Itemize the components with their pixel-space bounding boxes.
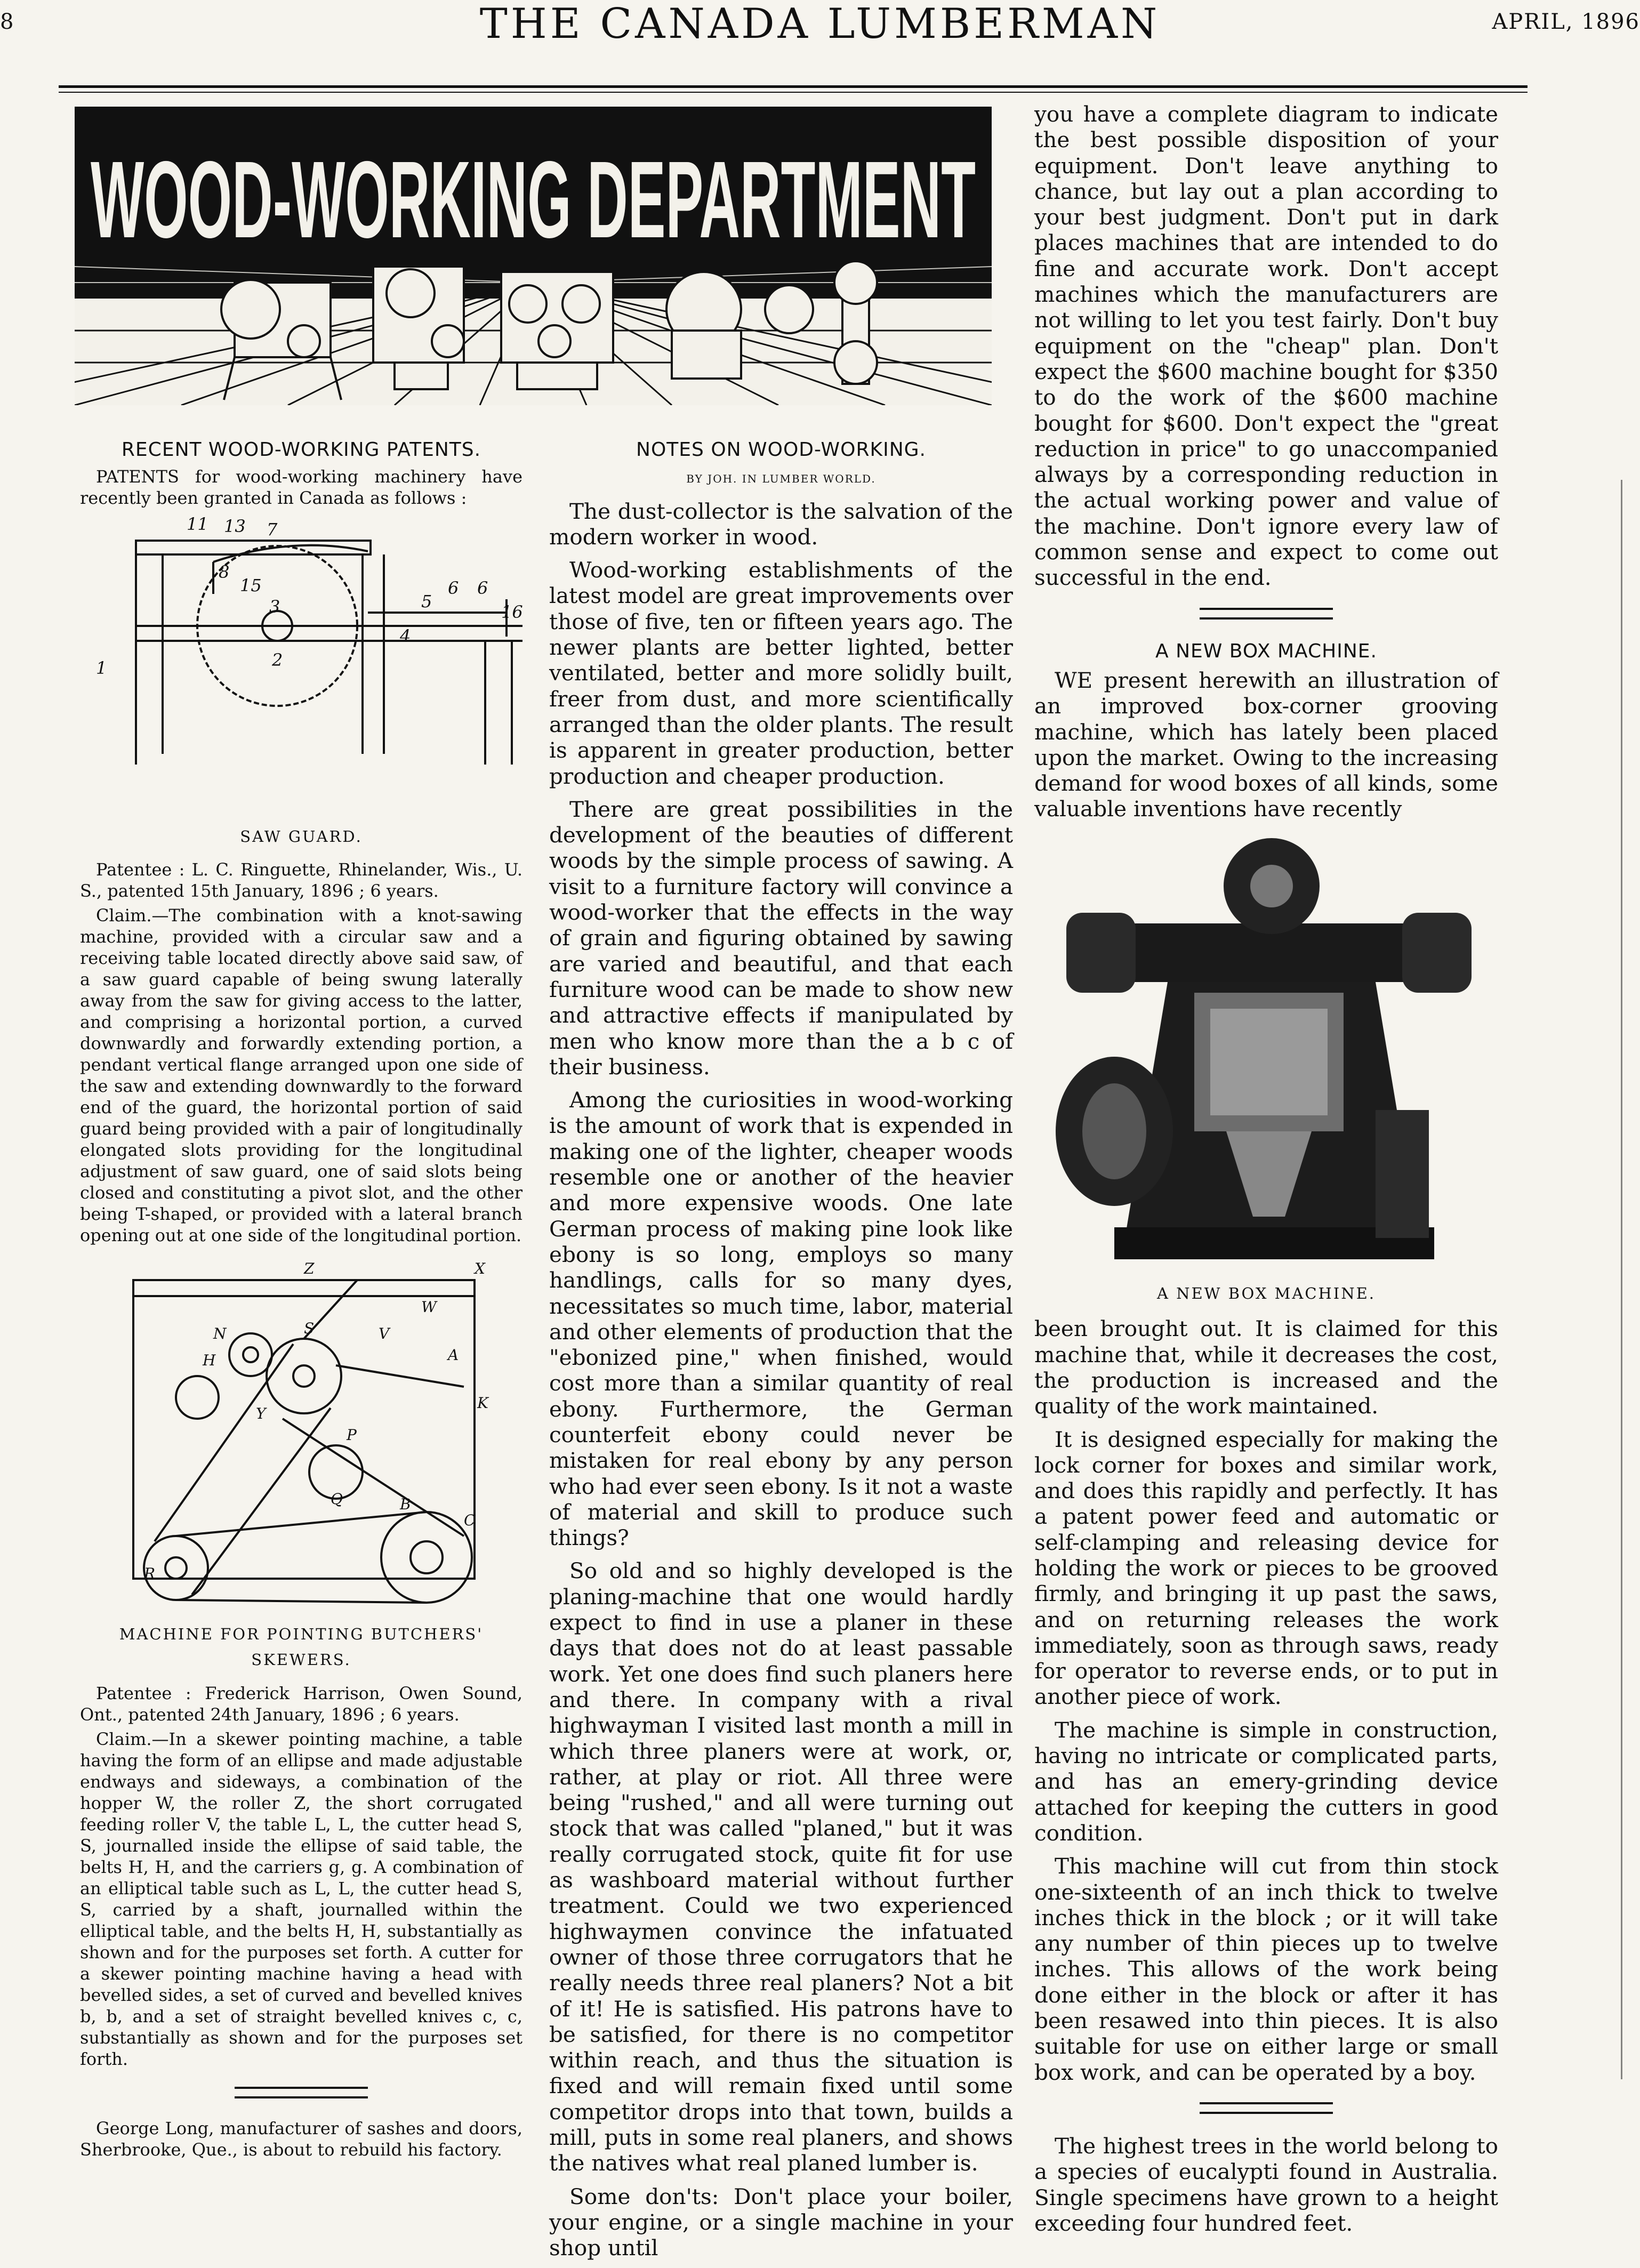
notes-continued: you have a complete diagram to indicate the best possible disposition of your equipment. Don't leave anything to chance, but lay out a plan according to your best judgment. Don't put in dark places machines that are intended to do fine and accurate work. Don't accept machines which the manufacturers are not willing to let you test fairly. Don't buy equipment on the "cheap" plan. Don't expect the $600 machine bought for $350 to do the work of the $600 machine bought for $600. Don't expect the "great reduction in price" to go unaccompanied always by a corresponding reduction in the actual working power and value of the machine. Don't ignore every law of common sense and expect to come out successful in the end.: [1034, 101, 1498, 591]
skewer-claim: Claim.—In a skewer pointing machine, a table having the form of an ellipse and made adjustable endways and sideways, a combination of the hopper W, the roller Z, the short corrugated feeding roller V, the table L, L, the cutter head S, S, journalled inside the ellipse of said table, the belts H, H, and the carriers g, g. A combination of an elliptical table such as L, L, the cutter head S, S, carried by a shaft, journalled within the elliptical table, and the belts H, H, substantially as shown and for the purposes set forth. A cutter for a skewer pointing machine having a head with bevelled sides, a set of curved and bevelled knives b, b, and a set of straight bevelled knives c, c, substantially as shown and for the purposes set forth.: [80, 1728, 522, 2069]
skewer-label: R: [144, 1564, 156, 1582]
column-box-machine: [1034, 101, 1498, 2243]
banner-illustration: [75, 107, 992, 405]
notes-paragraph: Some don'ts: Don't place your boiler, your engine, or a single machine in your shop until: [549, 2183, 1013, 2261]
saw-guard-label: 4: [400, 626, 411, 647]
saw-guard-label: 15: [240, 575, 262, 596]
running-head: [0, 0, 1640, 64]
skewer-machine-drawing: [80, 1259, 522, 1611]
notes-byline: BY JOH. IN LUMBER WORLD.: [686, 472, 876, 486]
section-separator: [1200, 2102, 1333, 2114]
box-machine-photo: [1034, 833, 1498, 1270]
saw-guard-figure: [80, 514, 522, 818]
saw-guard-label: 8: [219, 562, 230, 583]
saw-guard-label: 6: [448, 578, 459, 599]
column-patents: [80, 437, 522, 2164]
saw-guard-label: 13: [224, 516, 246, 537]
saw-guard-label: 3: [269, 597, 280, 617]
banner-title: WOOD-WORKING DEPARTMENT: [91, 139, 976, 261]
page-number: 8: [0, 10, 14, 34]
box-machine-figure: [1034, 833, 1498, 1275]
skewer-label: V: [379, 1324, 390, 1342]
skewer-label: X: [475, 1259, 485, 1277]
local-news-item: George Long, manufacturer of sashes and doors, Sherbrooke, Que., is about to rebuild his factory.: [80, 2118, 522, 2160]
saw-guard-caption: SAW GUARD.: [240, 827, 363, 846]
patents-intro: PATENTS for wood-working machinery have recently been granted in Canada as follows :: [80, 467, 522, 509]
notes-paragraph: There are great possibilities in the development of the beauties of different woods by the simple process of sawing. A visit to a furniture factory will convince a wood-worker that the effects in the way of grain and figuring obtained by sawing are varied and beautiful, and that each furniture wood can be made to show new and attractive effects if manipulated by men who know more than the a b c of their business.: [549, 796, 1013, 1080]
notes-paragraph: So old and so highly developed is the planing-machine that one would hardly expect to find in use a planer in these days that does not do at least passable work. Yet one does find such planers here and there. In company with a rival highwayman I visited last month a mill in which three planers were at work, or, rather, at play or riot. All three were being "rushed," and all were turning out stock that was called "planed," but it was really corrugated stock, quite fit for use as washboard material without further treatment. Could we two experienced highwaymen convince the infatuated owner of those three corrugators that he really needs three real planers? Not a bit of it! He is satisfied. His patrons have to be satisfied, for there is no competitor within reach, and thus the situation is fixed and will remain fixed until some competitor drops into that town, builds a mill, puts in some real planers, and shows the natives what real planed lumber is.: [549, 1558, 1013, 2176]
machine-3: [501, 272, 613, 389]
scan-edge: [1621, 480, 1622, 2079]
skewer-label: P: [347, 1426, 357, 1444]
saw-guard-label: 5: [421, 591, 432, 612]
skewer-machine-caption: MACHINE FOR POINTING BUTCHERS' SKEWERS.: [119, 1625, 484, 1669]
box-machine-caption: A NEW BOX MACHINE.: [1156, 1284, 1376, 1303]
skewer-label: Q: [331, 1490, 343, 1508]
notes-paragraph: Wood-working establishments of the latest model are great improvements over those of five, ten or fifteen years ago. The newer plants are better lighted, better ventilated, better and more solidly built, freer from dust, and more scientifically arranged than the older plants. The result is apparent in greater production, better production and cheaper production.: [549, 557, 1013, 789]
saw-guard-drawing: [80, 514, 522, 813]
section-separator: [1200, 608, 1333, 620]
patents-heading: RECENT WOOD-WORKING PATENTS.: [121, 439, 481, 461]
saw-guard-label: 2: [272, 650, 283, 671]
skewer-label: A: [448, 1346, 459, 1364]
saw-guard-label: 16: [501, 602, 522, 623]
eucalyptus-note: The highest trees in the world belong to a species of eucalypti found in Australia. Single specimens have grown to a height exceeding four hundred feet.: [1034, 2133, 1498, 2236]
saw-guard-claim: Claim.—The combination with a knot-sawing machine, provided with a circular saw and a receiving table located directly above said saw, of a saw guard capable of being swung laterally away from the saw for giving access to the latter, and comprising a horizontal portion, a curved downwardly and forwardly extending portion, a pendant vertical flange arranged upon one side of the saw and extending downwardly to the forward end of the guard, the horizontal portion of said guard being provided with a pair of longitudinally elongated slots providing for the longitudinal adjustment of saw guard, one of said slots being closed and constituting a pivot slot, and the other being T-shaped, or provided with a lateral branch opening out at one side of the longitudinal portion.: [80, 905, 522, 1245]
saw-guard-label: 1: [96, 658, 107, 679]
notes-paragraph: Among the curiosities in wood-working is the amount of work that is expended in making one of the lighter, cheaper woods resemble one or another of the heavier and more expensive woods. One late German process of making pine look like ebony is so long, employs so many handlings, calls for so many dyes, necessitates so much time, labor, material and other elements of production that the "ebonized pine," when finished, would cost more than a similar quantity of real ebony. Furthermore, the German counterfeit ebony could never be mistaken for real ebony by any person who had ever seen ebony. Is it not a waste of material and skill to produce such things?: [549, 1087, 1013, 1551]
box-machine-heading: A NEW BOX MACHINE.: [1155, 640, 1377, 662]
department-banner: [75, 107, 992, 405]
header-rule-bottom: [59, 92, 1528, 93]
skewer-patentee: Patentee : Frederick Harrison, Owen Sound, Ont., patented 24th January, 1896 ; 6 years.: [80, 1683, 522, 1725]
newspaper-title: THE CANADA LUMBERMAN: [479, 0, 1161, 48]
skewer-label: C: [464, 1511, 476, 1529]
column-notes: [549, 437, 1013, 2268]
skewer-label: N: [213, 1324, 227, 1342]
saw-guard-label: 11: [187, 514, 208, 535]
box-machine-paragraph: The machine is simple in construction, having no intricate or complicated parts, and has an emery-grinding device attached for keeping the cutters in good condition.: [1034, 1717, 1498, 1846]
skewer-label: K: [477, 1394, 488, 1412]
notes-paragraph: The dust-collector is the salvation of the modern worker in wood.: [549, 498, 1013, 550]
saw-guard-label: 6: [477, 578, 488, 599]
box-machine-paragraph: been brought out. It is claimed for this machine that, while it decreases the cost, the production is increased and the quality of the work maintained.: [1034, 1316, 1498, 1419]
box-machine-intro: WE present herewith an illustration of an improved box-corner grooving machine, which has lately been placed upon the market. Owing to the increasing demand for wood boxes of all kinds, some valuable inventions have recently: [1034, 667, 1498, 822]
skewer-label: Y: [256, 1404, 266, 1422]
saw-guard-label: 7: [267, 519, 278, 540]
notes-heading: NOTES ON WOOD-WORKING.: [636, 439, 926, 461]
skewer-label: S: [304, 1319, 315, 1337]
box-machine-paragraph: This machine will cut from thin stock one-sixteenth of an inch thick to twelve inches thick in the block ; or it will take any number of thin pieces up to twelve inches. This allows of the work being done either in the block or after it has been resawed into thin pieces. It is also suitable for use on either large or small box work, and can be operated by a boy.: [1034, 1853, 1498, 2085]
issue-date: APRIL, 1896: [1492, 10, 1640, 34]
skewer-machine-figure: [80, 1259, 522, 1616]
box-machine-paragraph: It is designed especially for making the lock corner for boxes and similar work, and does this rapidly and perfectly. It has a patent power feed and automatic or self-clamping and releasing device for holding the work or pieces to be grooved firmly, and bringing it up past the saws, and on returning releases the work immediately, soon as through saws, ready for operator to reverse ends, or to put in another piece of work.: [1034, 1426, 1498, 1710]
skewer-label: H: [203, 1351, 216, 1369]
skewer-label: B: [400, 1495, 411, 1513]
skewer-label: W: [421, 1298, 437, 1316]
skewer-label: Z: [304, 1259, 315, 1277]
header-rule-top: [59, 85, 1528, 88]
section-separator: [235, 2087, 368, 2098]
saw-guard-patentee: Patentee : L. C. Ringuette, Rhinelander, Wis., U. S., patented 15th January, 1896 ; 6 years.: [80, 859, 522, 901]
